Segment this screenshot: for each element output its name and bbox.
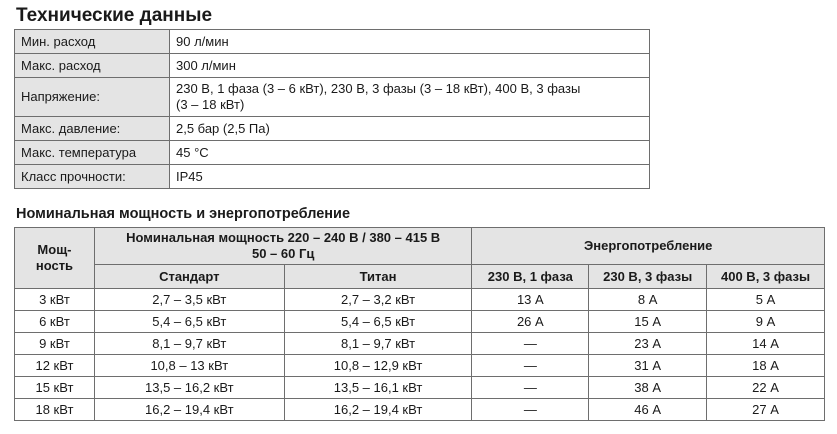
spec-value: 90 л/мин <box>170 30 650 54</box>
table-row <box>15 355 825 377</box>
header-power <box>15 228 95 289</box>
table-row <box>15 289 825 311</box>
header-230v-3ph: 230 В, 3 фазы <box>589 265 707 289</box>
cell-230v-1ph: — <box>472 377 589 399</box>
cell-400v-3ph: 22 А <box>707 377 825 399</box>
cell-400v-3ph: 18 А <box>707 355 825 377</box>
cell-power: 9 кВт <box>15 333 95 355</box>
cell-230v-3ph: 8 А <box>589 289 707 311</box>
cell-230v-1ph: — <box>472 333 589 355</box>
cell-titan: 5,4 – 6,5 кВт <box>284 311 472 333</box>
header-nominal-line2: 50 – 60 Гц <box>251 246 315 261</box>
cell-400v-3ph: 5 А <box>707 289 825 311</box>
cell-230v-1ph: 26 А <box>472 311 589 333</box>
spec-table <box>14 29 650 189</box>
header-standard: Стандарт <box>94 265 284 289</box>
spec-value-line2: (3 – 18 кВт) <box>176 97 245 112</box>
table-row <box>15 30 650 54</box>
header-power-line1: Мощ- <box>37 242 72 257</box>
cell-400v-3ph: 14 А <box>707 333 825 355</box>
spec-key: Макс. давление: <box>15 117 170 141</box>
cell-230v-1ph: — <box>472 399 589 421</box>
cell-titan: 16,2 – 19,4 кВт <box>284 399 472 421</box>
cell-standard: 16,2 – 19,4 кВт <box>94 399 284 421</box>
cell-standard: 8,1 – 9,7 кВт <box>94 333 284 355</box>
cell-230v-3ph: 38 А <box>589 377 707 399</box>
spec-value: 2,5 бар (2,5 Па) <box>170 117 650 141</box>
cell-standard: 13,5 – 16,2 кВт <box>94 377 284 399</box>
cell-standard: 2,7 – 3,5 кВт <box>94 289 284 311</box>
cell-400v-3ph: 27 А <box>707 399 825 421</box>
spec-key: Макс. температура <box>15 141 170 165</box>
cell-230v-3ph: 31 А <box>589 355 707 377</box>
cell-standard: 10,8 – 13 кВт <box>94 355 284 377</box>
cell-standard: 5,4 – 6,5 кВт <box>94 311 284 333</box>
spec-key: Мин. расход <box>15 30 170 54</box>
cell-power: 3 кВт <box>15 289 95 311</box>
header-row <box>15 265 825 289</box>
table-row <box>15 311 825 333</box>
cell-power: 6 кВт <box>15 311 95 333</box>
spec-value-line1: 230 В, 1 фаза (3 – 6 кВт), 230 В, 3 фазы (3 – 18 кВт), 400 В, 3 фазы <box>176 81 581 96</box>
spec-value: 45 °C <box>170 141 650 165</box>
table-row <box>15 78 650 117</box>
cell-power: 18 кВт <box>15 399 95 421</box>
spec-key: Класс прочности: <box>15 165 170 189</box>
spec-key: Макс. расход <box>15 54 170 78</box>
header-row <box>15 228 825 265</box>
cell-power: 15 кВт <box>15 377 95 399</box>
table-row <box>15 117 650 141</box>
table-row <box>15 377 825 399</box>
header-consumption: Энергопотребление <box>472 228 825 265</box>
spec-value: 300 л/мин <box>170 54 650 78</box>
cell-titan: 10,8 – 12,9 кВт <box>284 355 472 377</box>
table-row <box>15 333 825 355</box>
header-titan: Титан <box>284 265 472 289</box>
table-row <box>15 399 825 421</box>
cell-230v-3ph: 23 А <box>589 333 707 355</box>
table-row <box>15 141 650 165</box>
header-nominal-line1: Номинальная мощность 220 – 240 В / 380 – 415 В <box>126 230 441 245</box>
page-title: Технические данные <box>16 5 213 26</box>
table-row <box>15 165 650 189</box>
cell-230v-3ph: 46 А <box>589 399 707 421</box>
spec-value: IP45 <box>170 165 650 189</box>
cell-400v-3ph: 9 А <box>707 311 825 333</box>
cell-230v-3ph: 15 А <box>589 311 707 333</box>
header-400v-3ph: 400 В, 3 фазы <box>707 265 825 289</box>
cell-titan: 2,7 – 3,2 кВт <box>284 289 472 311</box>
header-power-line2: ность <box>35 258 74 273</box>
cell-titan: 8,1 – 9,7 кВт <box>284 333 472 355</box>
spec-value <box>170 78 650 117</box>
header-nominal <box>94 228 471 265</box>
cell-230v-1ph: 13 А <box>472 289 589 311</box>
spec-key: Напряжение: <box>15 78 170 117</box>
section-subtitle: Номинальная мощность и энергопотребление <box>16 206 351 222</box>
cell-power: 12 кВт <box>15 355 95 377</box>
header-230v-1ph: 230 В, 1 фаза <box>472 265 589 289</box>
cell-230v-1ph: — <box>472 355 589 377</box>
power-table <box>14 227 825 421</box>
cell-titan: 13,5 – 16,1 кВт <box>284 377 472 399</box>
table-row <box>15 54 650 78</box>
